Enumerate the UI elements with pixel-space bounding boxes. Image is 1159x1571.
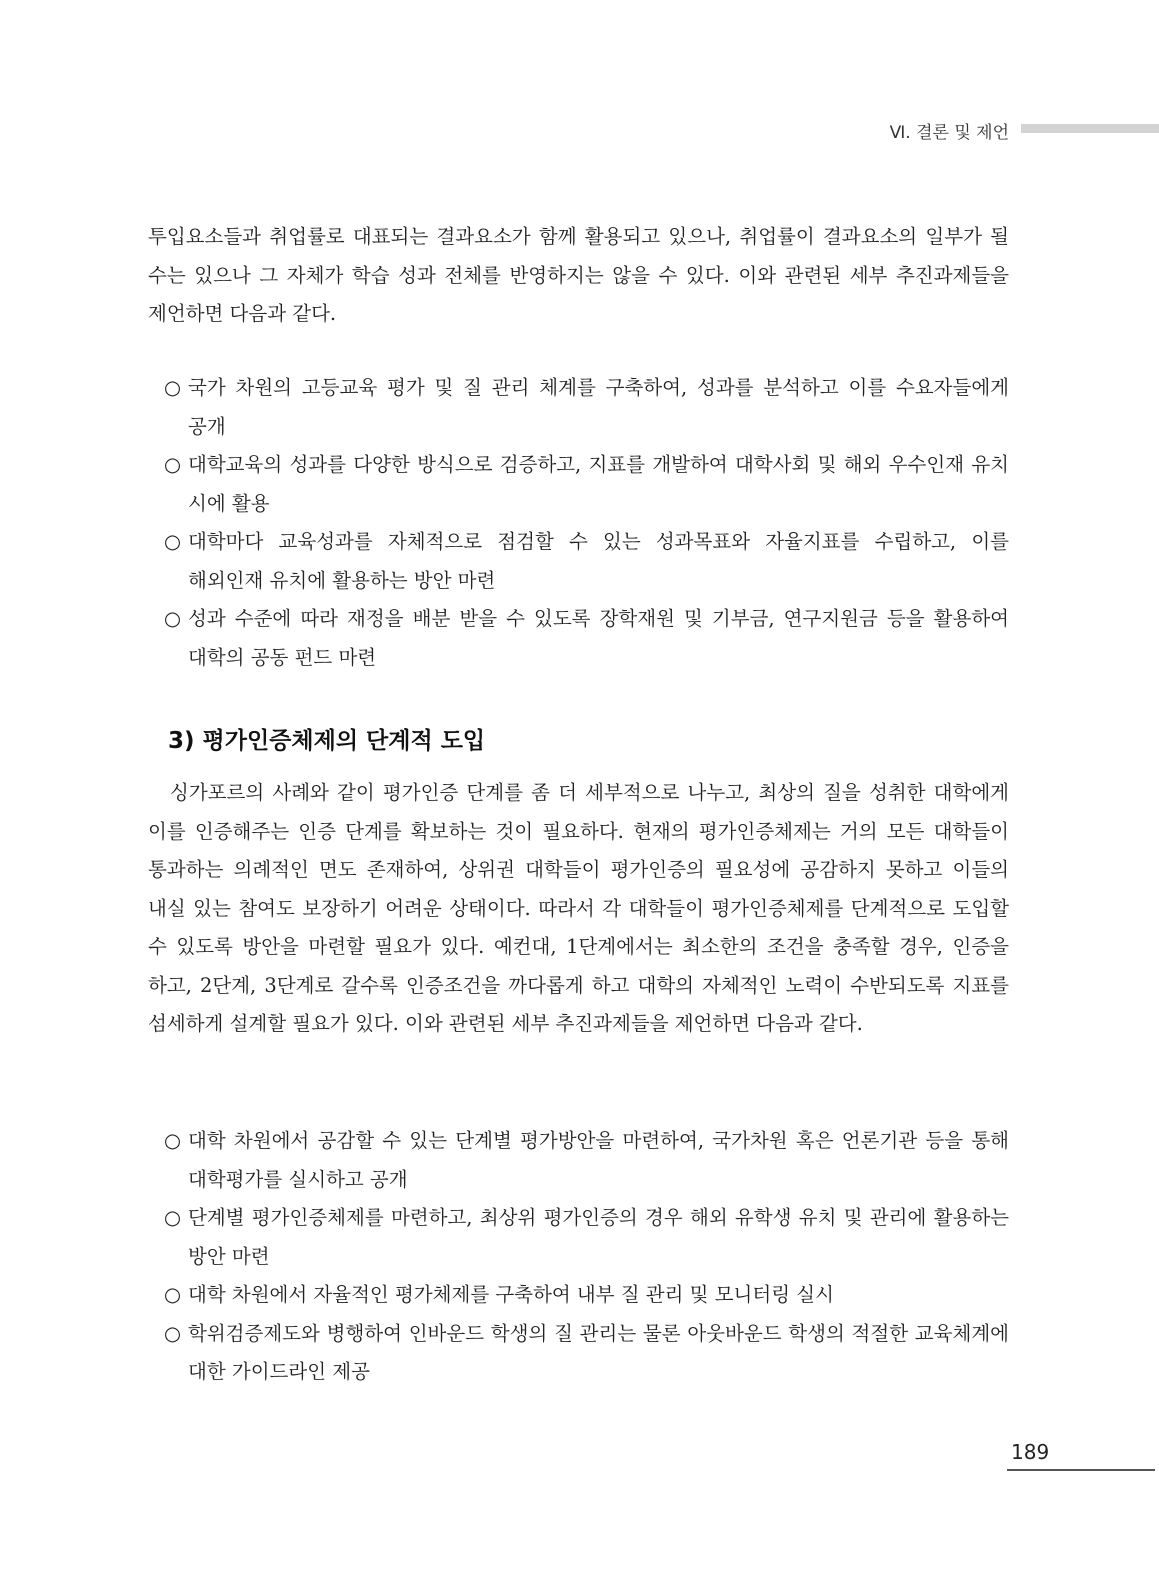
list-item-text: 대학 차원에서 공감할 수 있는 단계별 평가방안을 마련하여, 국가차원 혹은 언론기관 등을 통해 대학평가를 실시하고 공개 — [188, 1129, 1009, 1191]
list-item-text: 대학교육의 성과를 다양한 방식으로 검증하고, 지표를 개발하여 대학사회 및 해외 우수인재 유치 시에 활용 — [188, 453, 1009, 515]
section-paragraph: 싱가포르의 사례와 같이 평가인증 단계를 좀 더 세부적으로 나누고, 최상의 질을 성취한 대학에게 이를 인증해주는 인증 단계를 확보하는 것이 필요하다. 현재의 평가인증체제는 거의 모든 대학들이 통과하는 의례적인 면도 존재하여, 상위권 대학들이 평가인증의 필요성에 공감하지 못하고 이들의 내실 있는 참여도 보장하기 어려운 상태이다. 따라서 각 대학들이 평가인증체제를 단계적으로 도입할 수 있도록 방안을 마련할 필요가 있다. 예컨대, 1단계에서는 최소한의 조건을 충족할 경우, 인증을 하고, 2단계, 3단계로 갈수록 인증조건을 까다롭게 하고 대학의 자체적인 노력이 수반되도록 지표를 섬세하게 설계할 필요가 있다. 이와 관련된 세부 추진과제들을 제언하면 다음과 같다. — [148, 781, 1009, 1035]
list-item — [148, 1315, 1009, 1392]
intro-paragraph: 투입요소들과 취업률로 대표되는 결과요소가 함께 활용되고 있으나, 취업률이 결과요소의 일부가 될 수는 있으나 그 자체가 학습 성과 전체를 반영하지는 않을 수 있다. 이와 관련된 세부 추진과제들을 제언하면 다음과 같다. — [148, 225, 1009, 325]
list-item-text: 학위검증제도와 병행하여 인바운드 학생의 질 관리는 물론 아웃바운드 학생의 적절한 교육체계에 대한 가이드라인 제공 — [188, 1321, 1009, 1383]
list-item — [148, 523, 1009, 600]
list-item — [148, 1122, 1009, 1199]
recommendation-list-1 — [148, 369, 1009, 677]
page-number: 189 — [1011, 1440, 1050, 1464]
bullet-icon: ○ — [164, 1129, 182, 1152]
list-item — [148, 446, 1009, 523]
bullet-icon: ○ — [164, 530, 182, 553]
bullet-icon: ○ — [164, 453, 182, 476]
bullet-icon: ○ — [164, 1206, 182, 1229]
section-heading: 3) 평가인증체제의 단계적 도입 — [168, 728, 486, 754]
bullet-icon: ○ — [164, 1283, 182, 1306]
recommendation-list-2 — [148, 1122, 1009, 1392]
list-item — [148, 1199, 1009, 1276]
bullet-icon: ○ — [164, 607, 182, 630]
list-item — [148, 600, 1009, 677]
list-item-text: 대학 차원에서 자율적인 평가체제를 구축하여 내부 질 관리 및 모니터링 실시 — [188, 1283, 834, 1306]
running-header — [0, 118, 1159, 142]
list-item-text: 국가 차원의 고등교육 평가 및 질 관리 체계를 구축하여, 성과를 분석하고 이를 수요자들에게 공개 — [188, 376, 1009, 438]
list-item-text: 대학마다 교육성과를 자체적으로 점검할 수 있는 성과목표와 자율지표를 수립하고, 이를 해외인재 유치에 활용하는 방안 마련 — [188, 530, 1009, 592]
list-item — [148, 369, 1009, 446]
list-item-text: 성과 수준에 따라 재정을 배분 받을 수 있도록 장학재원 및 기부금, 연구지원금 등을 활용하여 대학의 공동 펀드 마련 — [188, 607, 1009, 669]
bullet-icon: ○ — [164, 376, 182, 399]
chapter-title: Ⅵ. 결론 및 제언 — [889, 123, 1009, 143]
bullet-icon: ○ — [164, 1321, 182, 1345]
list-item — [148, 1276, 1009, 1315]
list-item-text: 단계별 평가인증체제를 마련하고, 최상위 평가인증의 경우 해외 유학생 유치 및 관리에 활용하는 방안 마련 — [188, 1206, 1009, 1268]
footer-rule — [1007, 1469, 1155, 1471]
header-decorative-bar — [1021, 124, 1159, 133]
